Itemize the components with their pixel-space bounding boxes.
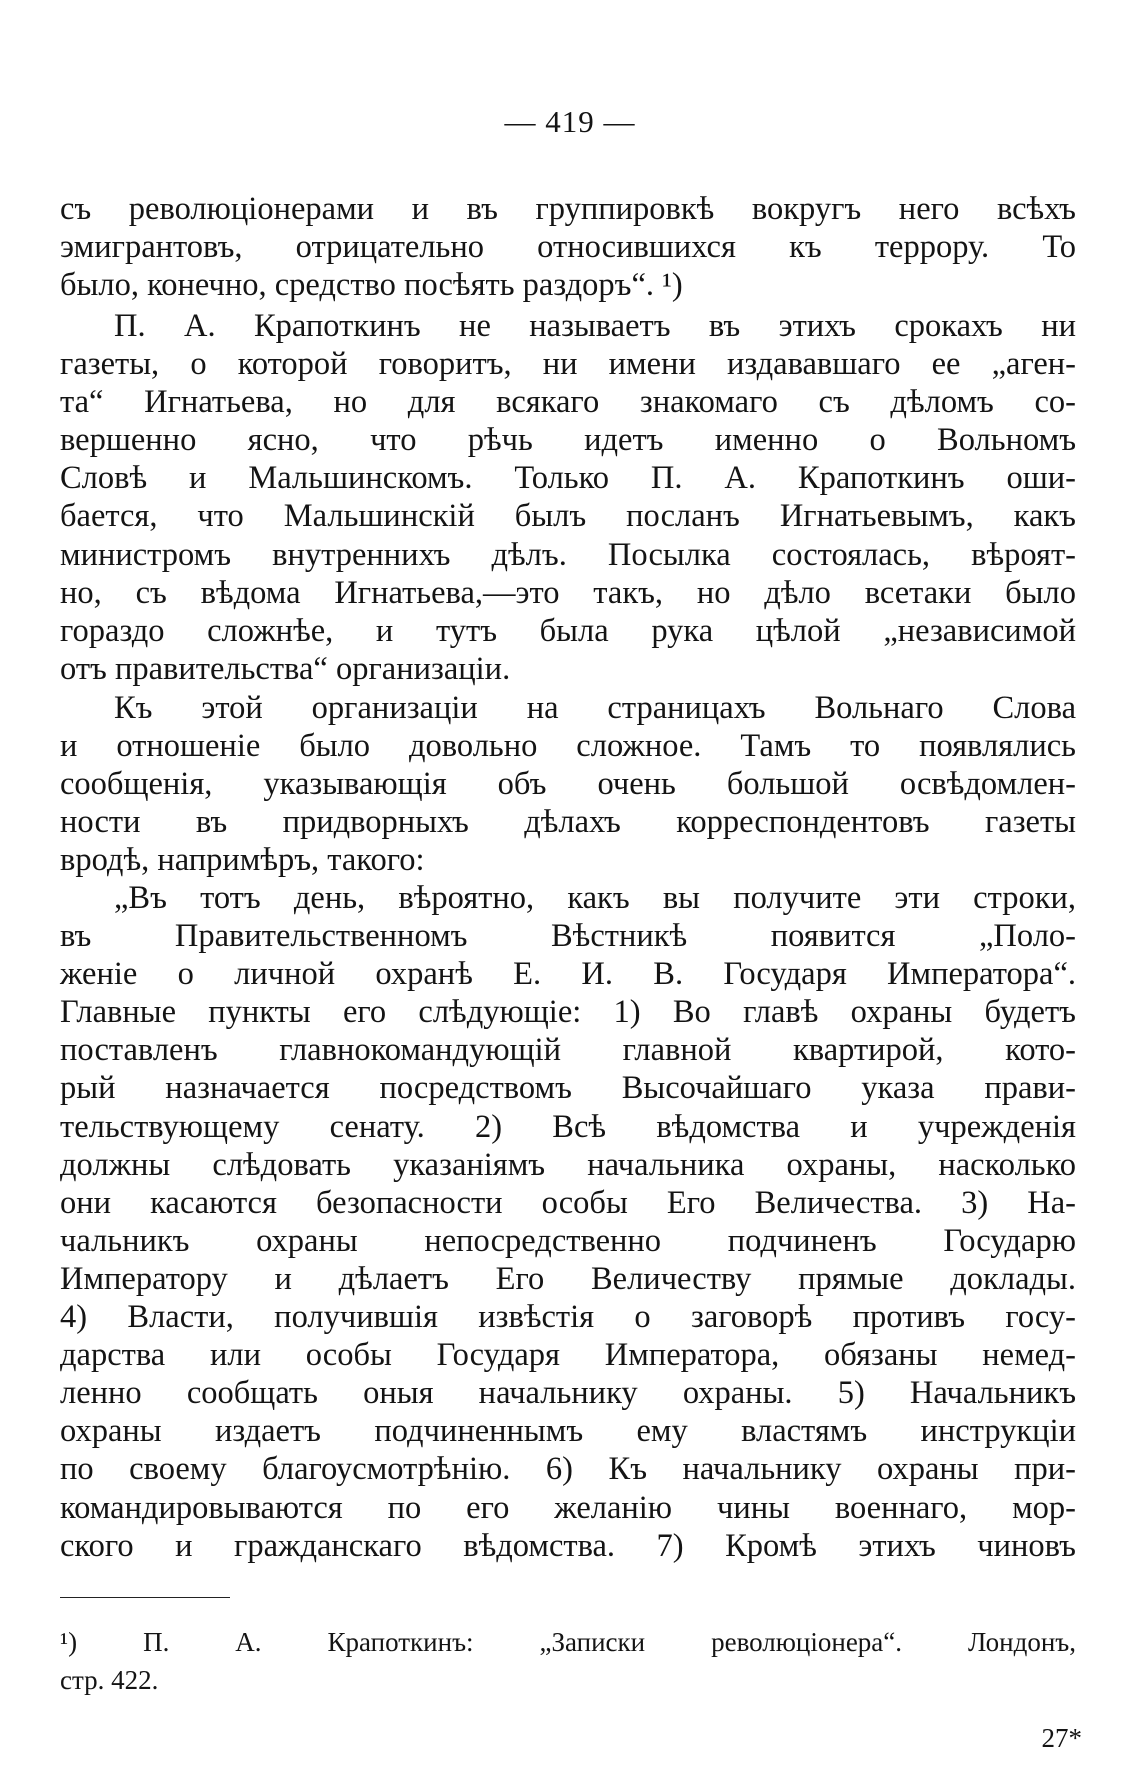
text-line: женіе о личной охранѣ Е. И. В. Государя Императора“. [60, 956, 1076, 993]
text-line: Императору и дѣлаетъ Его Величеству прямые доклады. [60, 1260, 1076, 1297]
printer-signature-mark: 27* [1041, 1723, 1082, 1753]
text-line: вершенно ясно, что рѣчь идетъ именно о Вольномъ [60, 422, 1076, 459]
text-line: сообщенія, указывающія объ очень большой освѣдомлен- [60, 766, 1076, 803]
text-line: „Въ тотъ день, вѣроятно, какъ вы получите эти строки, [114, 880, 1076, 916]
text-line: было, конечно, средство посѣять раздоръ“. ¹) [60, 267, 683, 304]
text-line: командировываются по его желанію чины военнаго, мор- [60, 1489, 1076, 1526]
footnote [60, 1623, 1076, 1699]
text-line: съ революціонерами и въ группировкѣ вокругъ него всѣхъ [60, 191, 1076, 227]
footnote-line: ¹) П. А. Крапоткинъ: „Записки революціонера“. Лондонъ, [60, 1627, 1076, 1657]
paragraph-3 [60, 689, 1076, 879]
footnote-divider [60, 1597, 230, 1598]
text-line: Главные пункты его слѣдующіе: 1) Во главѣ охраны будетъ [60, 994, 1076, 1031]
text-line: въ Правительственномъ Вѣстникѣ появится „Поло- [60, 918, 1076, 955]
text-line: тельствующему сенату. 2) Всѣ вѣдомства и учрежденія [60, 1108, 1076, 1145]
text-line: бается, что Мальшинскій былъ посланъ Игнатьевымъ, какъ [60, 498, 1076, 535]
text-line: они касаются безопасности особы Его Величества. 3) На- [60, 1184, 1076, 1221]
text-line: Къ этой организаціи на страницахъ Вольнаго Слова [114, 690, 1076, 726]
page-number: — 419 — [504, 104, 636, 139]
paragraph-4-quotation [60, 879, 1076, 1565]
footnote-line: стр. 422. [60, 1665, 159, 1695]
text-line: ности въ придворныхъ дѣлахъ корреспондентовъ газеты [60, 804, 1076, 841]
text-line: отъ правительства“ организаціи. [60, 650, 511, 687]
text-line: чальникъ охраны непосредственно подчиненъ Государю [60, 1222, 1076, 1259]
text-line: эмигрантовъ, отрицательно относившихся къ террору. То [60, 229, 1076, 266]
text-line: но, съ вѣдома Игнатьева,—это такъ, но дѣло всетаки было [60, 574, 1076, 611]
text-line: и отношеніе было довольно сложное. Тамъ то появлялись [60, 728, 1076, 765]
text-line: рый назначается посредствомъ Высочайшаго указа прави- [60, 1070, 1076, 1107]
text-line: та“ Игнатьева, но для всякаго знакомаго съ дѣломъ со- [60, 384, 1076, 421]
text-line: должны слѣдовать указаніямъ начальника охраны, насколько [60, 1146, 1076, 1183]
text-line: вродѣ, напримѣръ, такого: [60, 842, 425, 879]
text-line: 4) Власти, получившія извѣстія о заговорѣ противъ госу- [60, 1299, 1076, 1336]
text-line: дарства или особы Государя Императора, обязаны немед- [60, 1337, 1076, 1374]
text-line: поставленъ главнокомандующій главной квартирой, кото- [60, 1032, 1076, 1069]
text-line: по своему благоусмотрѣнію. 6) Къ начальнику охраны при- [60, 1451, 1076, 1488]
text-line: Словѣ и Мальшинскомъ. Только П. А. Крапоткинъ оши- [60, 460, 1076, 497]
text-line: газеты, о которой говоритъ, ни имени издававшаго ее „аген- [60, 346, 1076, 383]
text-line: министромъ внутреннихъ дѣлъ. Посылка состоялась, вѣроят- [60, 536, 1076, 573]
text-line: П. А. Крапоткинъ не называетъ въ этихъ срокахъ ни [114, 308, 1076, 344]
text-line: гораздо сложнѣе, и тутъ была рука цѣлой „независимой [60, 612, 1076, 649]
paragraph-2 [60, 307, 1076, 688]
text-line: охраны издаетъ подчиненнымъ ему властямъ инструкціи [60, 1413, 1076, 1450]
paragraph-1 [60, 190, 1076, 304]
text-line: ленно сообщать оныя начальнику охраны. 5) Начальникъ [60, 1375, 1076, 1412]
text-line: ского и гражданскаго вѣдомства. 7) Кромѣ этихъ чиновъ [60, 1527, 1076, 1564]
